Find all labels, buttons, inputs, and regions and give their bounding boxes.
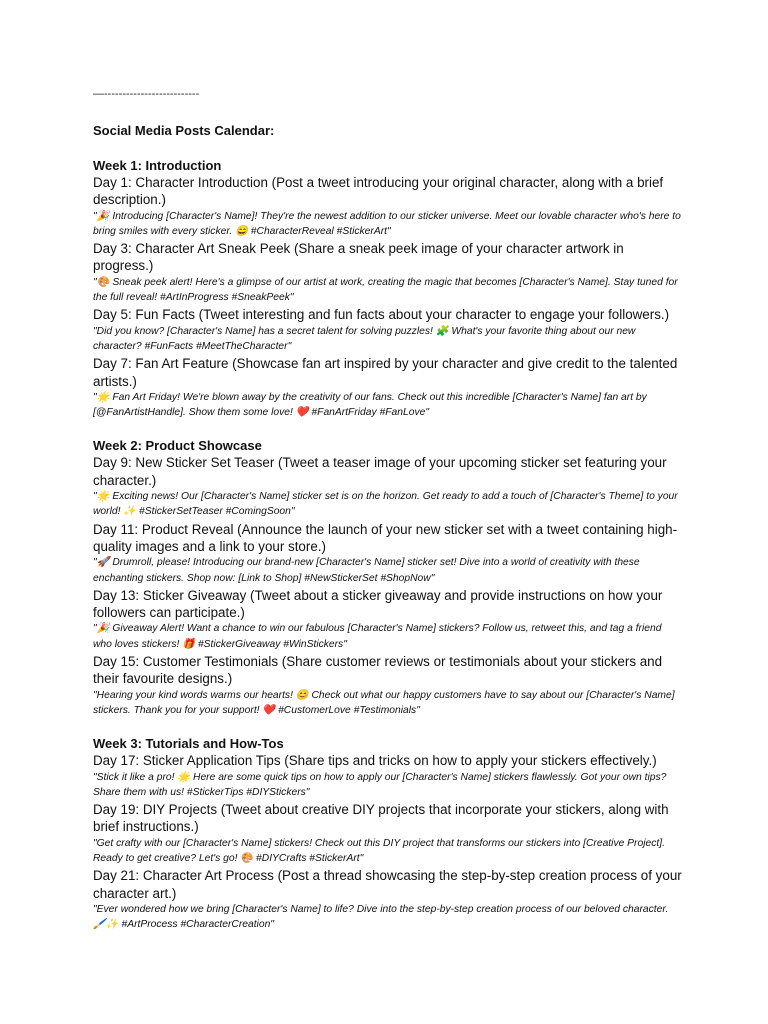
week-heading: Week 1: Introduction xyxy=(93,158,222,173)
calendar-title: Social Media Posts Calendar: xyxy=(93,123,275,138)
day-entry: Day 19: DIY Projects (Tweet about creative DIY projects that incorporate your stickers, along with brief instructions.) xyxy=(93,802,669,835)
day-entry: Day 11: Product Reveal (Announce the launch of your new sticker set with a tweet containing high-quality images and a link to your store.) xyxy=(93,521,678,554)
divider-line: —-------------------------- xyxy=(93,88,200,100)
tweet-text: "🎨 Sneak peek alert! Here's a glimpse of our artist at work, creating the magic that becomes [Character's Name]. Stay tuned for the full reveal! #ArtInProgress #SneakPeek" xyxy=(93,276,678,304)
week-section xyxy=(93,735,683,932)
tweet-text: "🌟 Exciting news! Our [Character's Name] sticker set is on the horizon. Get ready to add a touch of [Character's Theme] to your world! ✨ #StickerSetTeaser #ComingSoon" xyxy=(93,491,678,518)
week-section xyxy=(93,437,683,718)
day-entry: Day 1: Character Introduction (Post a tweet introducing your original character, along with a brief description.) xyxy=(93,175,664,208)
tweet-text: "🌟 Fan Art Friday! We're blown away by the creativity of our fans. Check out this incredible [Character's Name] fan art by [@FanArtistHandle]. Show them some love! ❤️ #FanArtFriday #FanLove" xyxy=(93,391,647,419)
tweet-text: "🎉 Introducing [Character's Name]! They're the newest addition to our sticker universe. Meet our lovable character who's here to bring smiles with every sticker. 😄 #CharacterReveal #StickerArt" xyxy=(93,210,681,237)
day-entry: Day 9: New Sticker Set Teaser (Tweet a teaser image of your upcoming sticker set featuring your character.) xyxy=(93,455,667,488)
day-entry: Day 7: Fan Art Feature (Showcase fan art inspired by your character and give credit to the talented artists.) xyxy=(93,356,678,389)
tweet-text: "Stick it like a pro! 🌟 Here are some quick tips on how to apply our [Character's Name] stickers flawlessly. Got your own tips? Share them with us! #StickerTips #DIYStickers" xyxy=(93,771,667,798)
tweet-text: "Did you know? [Character's Name] has a secret talent for solving puzzles! 🧩 What's your favorite thing about our new character? #FunFacts #MeetTheCharacter" xyxy=(93,325,636,352)
week-heading: Week 3: Tutorials and How-Tos xyxy=(93,736,284,752)
day-entry: Day 17: Sticker Application Tips (Share tips and tricks on how to apply your stickers effectively.) xyxy=(93,753,657,769)
week-heading: Week 2: Product Showcase xyxy=(93,438,262,454)
tweet-text: "🎉 Giveaway Alert! Want a chance to win our fabulous [Character's Name] stickers? Follow us, retweet this, and tag a friend who loves stickers! 🎁 #StickerGiveaway #WinStickers" xyxy=(93,623,662,650)
tweet-text: "Hearing your kind words warms our hearts! 😊 Check out what our happy customers have to say about our [Character's Name] stickers. Thank you for your support! ❤️ #CustomerLove #Testimonials" xyxy=(93,689,675,716)
day-entry: Day 15: Customer Testimonials (Share customer reviews or testimonials about your stickers and their favourite designs.) xyxy=(93,654,663,687)
document-body xyxy=(93,86,683,949)
day-entry: Day 21: Character Art Process (Post a thread showcasing the step-by-step creation process of your character art.) xyxy=(93,868,682,901)
tweet-text: "Ever wondered how we bring [Character's Name] to life? Dive into the step-by-step creation process of our beloved character. 🖌️✨ #ArtProcess #CharacterCreation" xyxy=(93,903,669,931)
week-section xyxy=(93,157,683,420)
day-entry: Day 3: Character Art Sneak Peek (Share a sneak peek image of your character artwork in progress.) xyxy=(93,241,624,274)
day-entry: Day 13: Sticker Giveaway (Tweet about a sticker giveaway and provide instructions on how your followers can participate.) xyxy=(93,587,663,621)
tweet-text: "Get crafty with our [Character's Name] stickers! Check out this DIY project that transforms our stickers into [Creative Project]. Ready to get creative? Let's go! 🎨 #DIYCrafts #StickerArt" xyxy=(93,837,665,864)
day-entry: Day 5: Fun Facts (Tweet interesting and fun facts about your character to engage your followers.) xyxy=(93,307,670,323)
tweet-text: "🚀 Drumroll, please! Introducing our brand-new [Character's Name] sticker set! Dive into a world of creativity with these enchanting stickers. Shop now: [Link to Shop] #NewStickerSet #ShopNow" xyxy=(93,557,640,584)
